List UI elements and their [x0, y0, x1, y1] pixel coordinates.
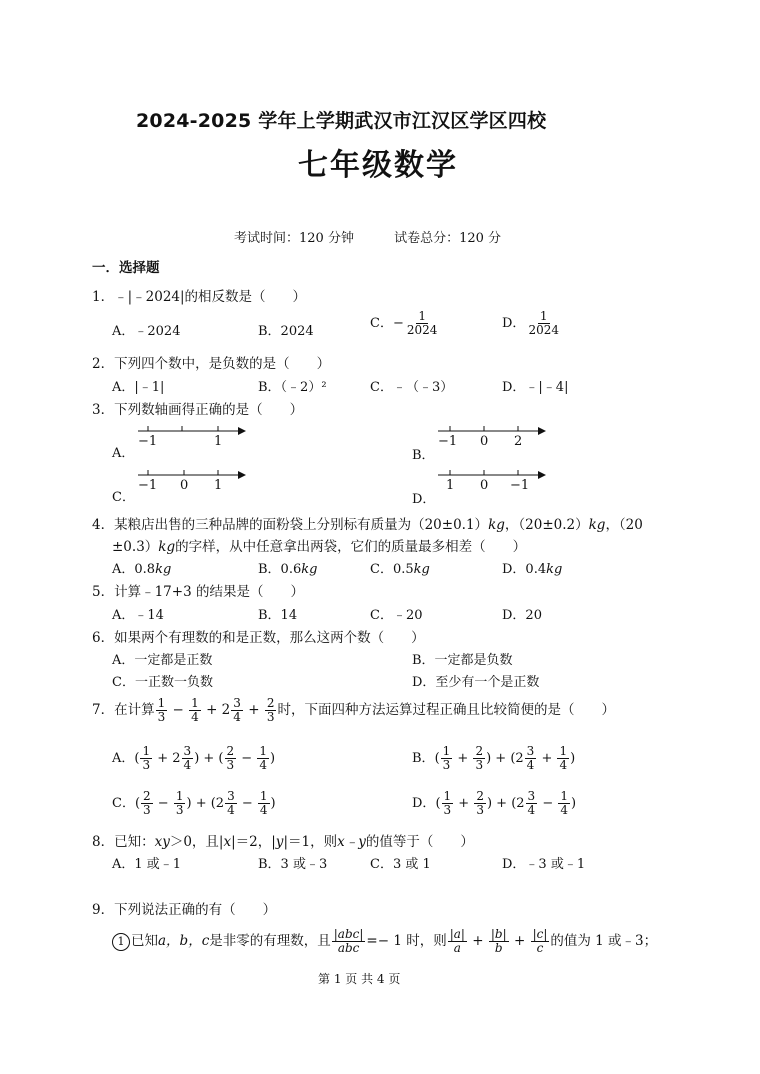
q9-stem: 9．下列说法正确的有（ ） — [92, 902, 277, 918]
q7-option-c: C．( $\frac{2}{3}$ − $\frac{1}{3}$ ) + (2 $\frac{3}{4}$ − $\frac{1}{4}$ ) — [112, 789, 276, 817]
q3-stem: 3．下列数轴画得正确的是（ ） — [92, 402, 304, 418]
q6-option-b: B．一定都是负数 — [412, 653, 513, 668]
q3-option-d-label: D． — [412, 492, 436, 507]
q4-option-d: D．0.4kg — [502, 562, 563, 577]
q3-option-a-label: A． — [112, 446, 135, 461]
q2-option-b: B．（﹣2）² — [258, 380, 327, 395]
q8-stem: 8．已知：xy＞0，且|x|＝2，|y|＝1，则x﹣y的值等于（ ） — [92, 834, 474, 850]
exam-time: 考试时间：120 分钟 — [234, 231, 354, 246]
section-title: 一．选择题 — [92, 260, 160, 276]
q4-option-a: A．0.8kg — [112, 562, 172, 577]
q8-option-d: D．﹣3 或﹣1 — [502, 857, 586, 872]
page-footer: 第 1 页 共 4 页 — [318, 972, 401, 986]
q1-option-a: A．﹣2024 — [112, 324, 181, 339]
q5-option-a: A．﹣14 — [112, 608, 164, 623]
q4-stem-line1: 4．某粮店出售的三种品牌的面粉袋上分别标有质量为（20±0.1）kg，（20±0.2）kg，（20 — [92, 517, 643, 533]
q3-option-c-label: C． — [112, 490, 135, 505]
q6-option-d: D．至少有一个是正数 — [412, 675, 540, 690]
q6-stem: 6．如果两个有理数的和是正数，那么这两个数（ ） — [92, 630, 425, 646]
q4-option-b: B．0.6kg — [258, 562, 318, 577]
exam-info — [234, 227, 501, 246]
q5-option-d: D．20 — [502, 608, 542, 623]
q2-option-c: C．﹣（﹣3） — [370, 380, 454, 395]
q4-stem-line2: ±0.3）kg的字样，从中任意拿出两袋，它们的质量最多相差（ ） — [112, 539, 527, 555]
total-score: 试卷总分：120 分 — [394, 231, 502, 246]
q8-option-a: A．1 或﹣1 — [112, 857, 182, 872]
q8-option-b: B．3 或﹣3 — [258, 857, 328, 872]
q6-option-c: C．一正数一负数 — [112, 675, 213, 690]
q3-number-line-c: −1 0 1 — [138, 468, 248, 500]
q9-statement-1: 1 已知a，b，c是非零的有理数，且 $\frac{\text{|abc|}}{\text{abc}}$ =− 1 时，则 $\frac{|a|}{a}$ + $\frac{|b|}{b}$ + $\frac{|c|}{c}$ 的值为 1 或﹣3； — [112, 928, 657, 955]
q3-number-line-a: −1 1 — [138, 424, 248, 456]
q6-option-a: A．一定都是正数 — [112, 653, 213, 668]
q1-option-c: C．− $\frac{1}{2024}$ — [370, 309, 438, 337]
q2-stem: 2．下列四个数中，是负数的是（ ） — [92, 356, 331, 372]
q5-option-b: B．14 — [258, 608, 298, 623]
q3-option-b-label: B． — [412, 448, 435, 463]
exam-title: 2024-2025 学年上学期武汉市江汉区学区四校 — [136, 110, 547, 132]
q5-option-c: C．﹣20 — [370, 608, 423, 623]
q1-option-d: D． $\frac{1}{2024}$ — [502, 309, 559, 337]
q8-option-c: C．3 或 1 — [370, 857, 431, 872]
q7-option-d: D．( $\frac{1}{3}$ + $\frac{2}{3}$ ) + (2 $\frac{3}{4}$ − $\frac{1}{4}$ ) — [412, 789, 577, 817]
q1-option-b: B．2024 — [258, 324, 314, 339]
exam-subject-title: 七年级数学 — [298, 148, 458, 183]
q2-option-a: A．|﹣1| — [112, 380, 165, 395]
q4-option-c: C．0.5kg — [370, 562, 430, 577]
q5-stem: 5．计算﹣17+3 的结果是（ ） — [92, 584, 304, 600]
q1-stem: 1．﹣|﹣2024|的相反数是（ ） — [92, 289, 307, 305]
q3-number-line-d: 1 0 −1 — [438, 468, 548, 500]
q7-option-b: B．( $\frac{1}{3}$ + $\frac{2}{3}$ ) + (2 $\frac{3}{4}$ + $\frac{1}{4}$ ) — [412, 744, 576, 772]
q7-option-a: A．( $\frac{1}{3}$ + 2 $\frac{3}{4}$ ) + ( $\frac{2}{3}$ − $\frac{1}{4}$ ) — [112, 744, 276, 772]
q7-stem: 7．在计算 $\frac{1}{3}$ − $\frac{1}{4}$ + 2 $\frac{3}{4}$ + $\frac{2}{3}$ 时，下面四种方法运算过程正确且比较简便的是（ ） — [92, 696, 615, 724]
q2-option-d: D．﹣|﹣4| — [502, 380, 569, 395]
q3-number-line-b: −1 0 2 — [438, 424, 548, 456]
